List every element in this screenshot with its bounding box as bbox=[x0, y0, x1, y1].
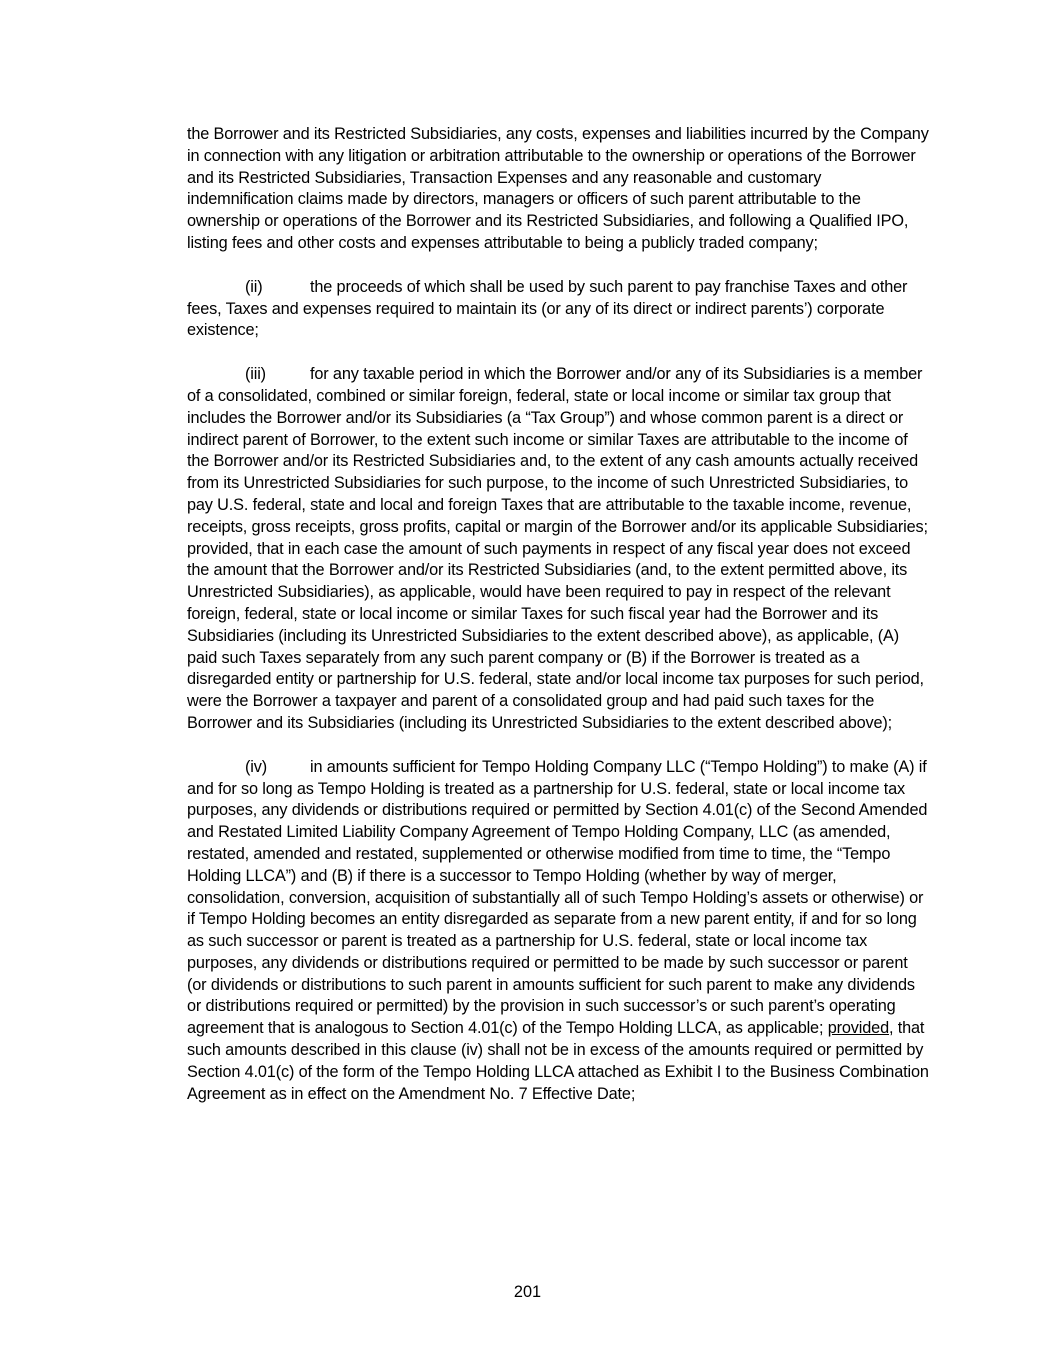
paragraph-continuation: the Borrower and its Restricted Subsidiaries, any costs, expenses and liabilities incurred by the Company in connection with any litigation or arbitration attributable to the ownership or operations of the Borrower and its Restricted Subsidiaries, Transaction Expenses and any reasonable and customary indemnification claims made by directors, managers or officers of such parent attributable to the ownership or operations of the Borrower and its Restricted Subsidiaries, and following a Qualified IPO, listing fees and other costs and expenses attributable to being a publicly traded company; bbox=[187, 125, 929, 252]
clause-text: in amounts sufficient for Tempo Holding Company LLC (“Tempo Holding”) to make (A) if and for so long as Tempo Holding is treated as a partnership for U.S. federal, state or local income tax purposes, any dividends or distributions required or permitted by Section 4.01(c) of the Second Amended and Restated Limited Liability Company Agreement of Tempo Holding Company, LLC (as amended, restated, amended and restated, supplemented or otherwise modified from time to time, the “Tempo Holding LLCA”) and (B) if there is a successor to Tempo Holding (whether by way of merger, consolidation, conversion, acquisition of substantially all of such Tempo Holding’s assets or otherwise) or if Tempo Holding becomes an entity disregarded as separate from a new parent entity, if and for so long as such successor or parent is treated as a partnership for U.S. federal, state or local income tax purposes, any dividends or distributions required or permitted to be made by such successor or parent (or dividends or distributions to such parent in amounts sufficient for such parent to make any dividends or distributions required or permitted) by the provision in such successor’s or such parent’s operating agreement that is analogous to Section 4.01(c) of the Tempo Holding LLCA, as applicable; bbox=[187, 757, 928, 1038]
clause-iii bbox=[187, 364, 931, 735]
clause-text: for any taxable period in which the Borrower and/or any of its Subsidiaries is a member of a consolidated, combined or similar foreign, federal, state or local income or similar tax group that includes the Borrower and/or its Subsidiaries (a “Tax Group”) and whose common parent is a direct or indirect parent of Borrower, to the extent such income or similar Taxes are attributable to the income of the Borrower and/or its Restricted Subsidiaries and, to the extent of any cash amounts actually received from its Unrestricted Subsidiaries for such purpose, to the income of such Unrestricted Subsidiaries, to pay U.S. federal, state and local and foreign Taxes that are attributable to the taxable income, revenue, receipts, gross receipts, gross profits, capital or margin of the Borrower and/or its applicable Subsidiaries; provided, that in each case the amount of such payments in respect of any fiscal year does not exceed the amount that the Borrower and/or its Restricted Subsidiaries (and, to the extent permitted above, its Unrestricted Subsidiaries), as applicable, would have been required to pay in respect of the relevant foreign, federal, state or local income or similar Taxes for such fiscal year had the Borrower and its Subsidiaries (including its Unrestricted Subsidiaries to the extent described above), as applicable, (A) paid such Taxes separately from any such parent company or (B) if the Borrower is treated as a disregarded entity or partnership for U.S. federal, state and/or local income tax purposes for such period, were the Borrower a taxpayer and parent of a consolidated group and had paid such taxes for the Borrower and its Subsidiaries (including its Unrestricted Subsidiaries to the extent described above); bbox=[187, 365, 928, 732]
clause-number: (iii) bbox=[245, 365, 266, 384]
clause-number: (ii) bbox=[245, 277, 263, 296]
clause-ii bbox=[187, 277, 931, 342]
clause-text: the proceeds of which shall be used by such parent to pay franchise Taxes and other fees, Taxes and expenses required to maintain its (or any of its direct or indirect parents’) corporate existence; bbox=[187, 277, 908, 340]
clause-number: (iv) bbox=[245, 757, 268, 776]
clause-text-continued: , that such amounts described in this clause (iv) shall not be in excess of the amounts required or permitted by Section 4.01(c) of the form of the Tempo Holding LLCA attached as Exhibit I to the Business Combination Agreement as in effect on the Amendment No. 7 Effective Date; bbox=[187, 1019, 929, 1103]
page-number: 201 bbox=[513, 1283, 542, 1301]
clause-iv bbox=[187, 757, 931, 1106]
document-body bbox=[187, 124, 931, 1105]
underlined-term: provided bbox=[827, 1019, 889, 1038]
